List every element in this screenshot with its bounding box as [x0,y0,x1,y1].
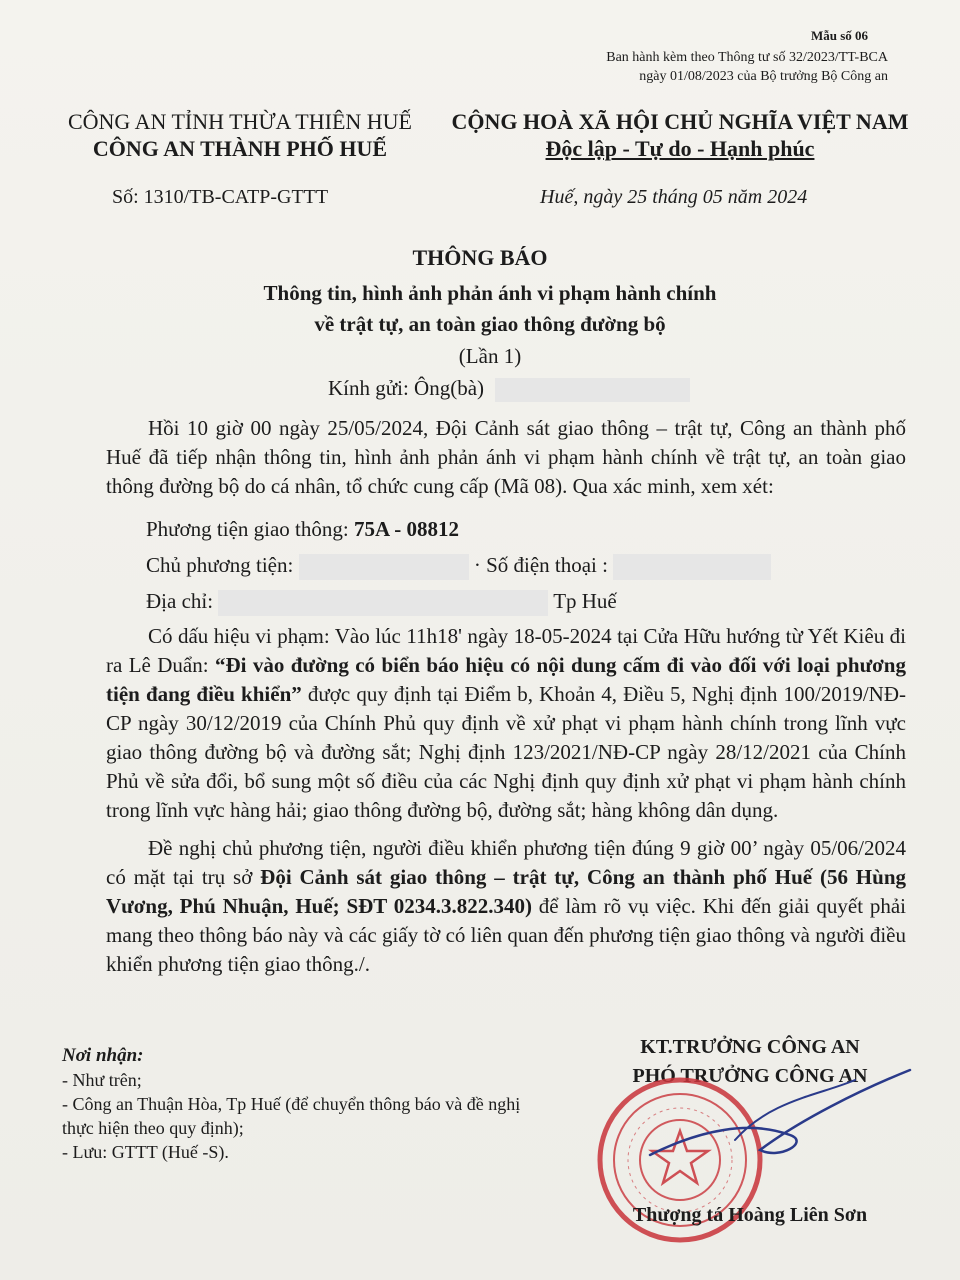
subtitle-line1: Thông tin, hình ảnh phản ánh vi phạm hành chính [263,281,717,305]
violation-intro: Có dấu hiệu vi phạm: Vào lúc 11h18' ngày 18-05-2024 tại Cửa Hữu hướng từ Yết Kiêu đi ra Lê Duẩn: [106,624,906,678]
recipient-line [328,376,690,402]
agency-name: CÔNG AN THÀNH PHỐ HUẾ [92,136,388,161]
intro-paragraph: Hồi 10 giờ 00 ngày 25/05/2024, Đội Cảnh sát giao thông – trật tự, Công an thành phố Huế đã tiếp nhận thông tin, hình ảnh phản ánh vi phạm hành chính về trật tự, an toàn giao thông đường bộ do cá nhân, tổ chức cung cấp (Mã 08). Qua xác minh, xem xét: [106,416,906,498]
receiver-item: - Công an Thuận Hòa, Tp Huế (để chuyển thông báo và đề nghị thực hiện theo quy định); [62,1094,521,1138]
receivers-block [62,1044,522,1164]
agency-parent: CÔNG AN TỈNH THỪA THIÊN HUẾ [67,109,412,134]
republic-name: CỘNG HOÀ XÃ HỘI CHỦ NGHĨA VIỆT NAM [451,109,909,134]
receiver-item: - Lưu: GTTT (Huế -S). [62,1142,229,1162]
address-line [106,587,906,616]
form-issuance [606,48,888,86]
document-number: Số: 1310/TB-CATP-GTTT [112,186,329,208]
address-redaction [218,590,548,616]
issuing-agency [40,108,440,162]
handwritten-signature [640,1060,920,1180]
vehicle-line [106,515,906,544]
request-paragraph [106,834,906,979]
attempt-number: (Lần 1) [458,344,522,368]
national-heading [430,108,930,162]
national-motto: Độc lập - Tự do - Hạnh phúc [545,136,815,161]
request-instructions: để làm rõ vụ việc. Khi đến giải quyết phải mang theo thông báo này và các giấy tờ có liên quan đến phương tiện giao thông và người điều khiển phương tiện giao thông./. [106,894,906,977]
vehicle-plate: 75A - 08812 [353,517,459,541]
place-date: Huế, ngày 25 tháng 05 năm 2024 [540,186,808,208]
owner-label: Chủ phương tiện: [146,553,294,577]
recipient-label: Kính gửi: Ông(bà) [328,376,485,400]
phone-redaction [613,554,771,580]
document-title: THÔNG BÁO [412,245,548,270]
document-subtitle [0,278,960,340]
receivers-heading: Nơi nhận: [62,1045,144,1066]
violation-legal-basis: được quy định tại Điểm b, Khoản 4, Điều 5, Nghị định 100/2019/NĐ-CP ngày 30/12/2019 của Chính Phủ quy định về xử phạt vi phạm hành chính trong lĩnh vực giao thông đường bộ và đường sắt; Nghị định 123/2021/NĐ-CP ngày 28/12/2021 của Chính Phủ về sửa đổi, bổ sung một số điều của các Nghị định quy định xử phạt vi phạm hành chính trong lĩnh vực hàng hải; giao thông đường bộ, đường sắt; hàng không dân dụng. [106,682,906,823]
form-issuance-line2: ngày 01/08/2023 của Bộ trưởng Bộ Công an [639,69,888,84]
subtitle-line2: về trật tự, an toàn giao thông đường bộ [314,312,666,336]
violation-paragraph [106,622,906,825]
form-number: Mẫu số 06 [810,28,868,43]
vehicle-label: Phương tiện giao thông: [146,517,349,541]
form-issuance-line1: Ban hành kèm theo Thông tư số 32/2023/TT-BCA [606,50,888,65]
address-value: Tp Huế [553,589,617,614]
recipient-redaction [495,378,690,402]
address-label: Địa chỉ: [146,589,214,614]
signer-name: Thượng tá Hoàng Liên Sơn [632,1204,868,1226]
request-intro: Đề nghị chủ phương tiện, người điều khiển phương tiện đúng 9 giờ 00’ ngày 05/06/2024 có mặt tại trụ sở [106,836,906,890]
owner-line [106,551,906,580]
owner-redaction [299,554,469,580]
signature-line1: KT.TRƯỞNG CÔNG AN [640,1036,860,1058]
receiver-item: - Như trên; [62,1070,142,1090]
request-office: Đội Cảnh sát giao thông – trật tự, Công an thành phố Huế (56 Hùng Vương, Phú Nhuận, Huế; SĐT 0234.3.822.340) [106,865,906,919]
phone-label: · Số điện thoại : [473,553,608,577]
violation-description: “Đi vào đường có biển báo hiệu có nội dung cấm đi vào đối với loại phương tiện đang điều khiển” [106,653,906,707]
signature-line2: PHÓ TRƯỞNG CÔNG AN [632,1065,868,1087]
notice-body [106,414,906,979]
